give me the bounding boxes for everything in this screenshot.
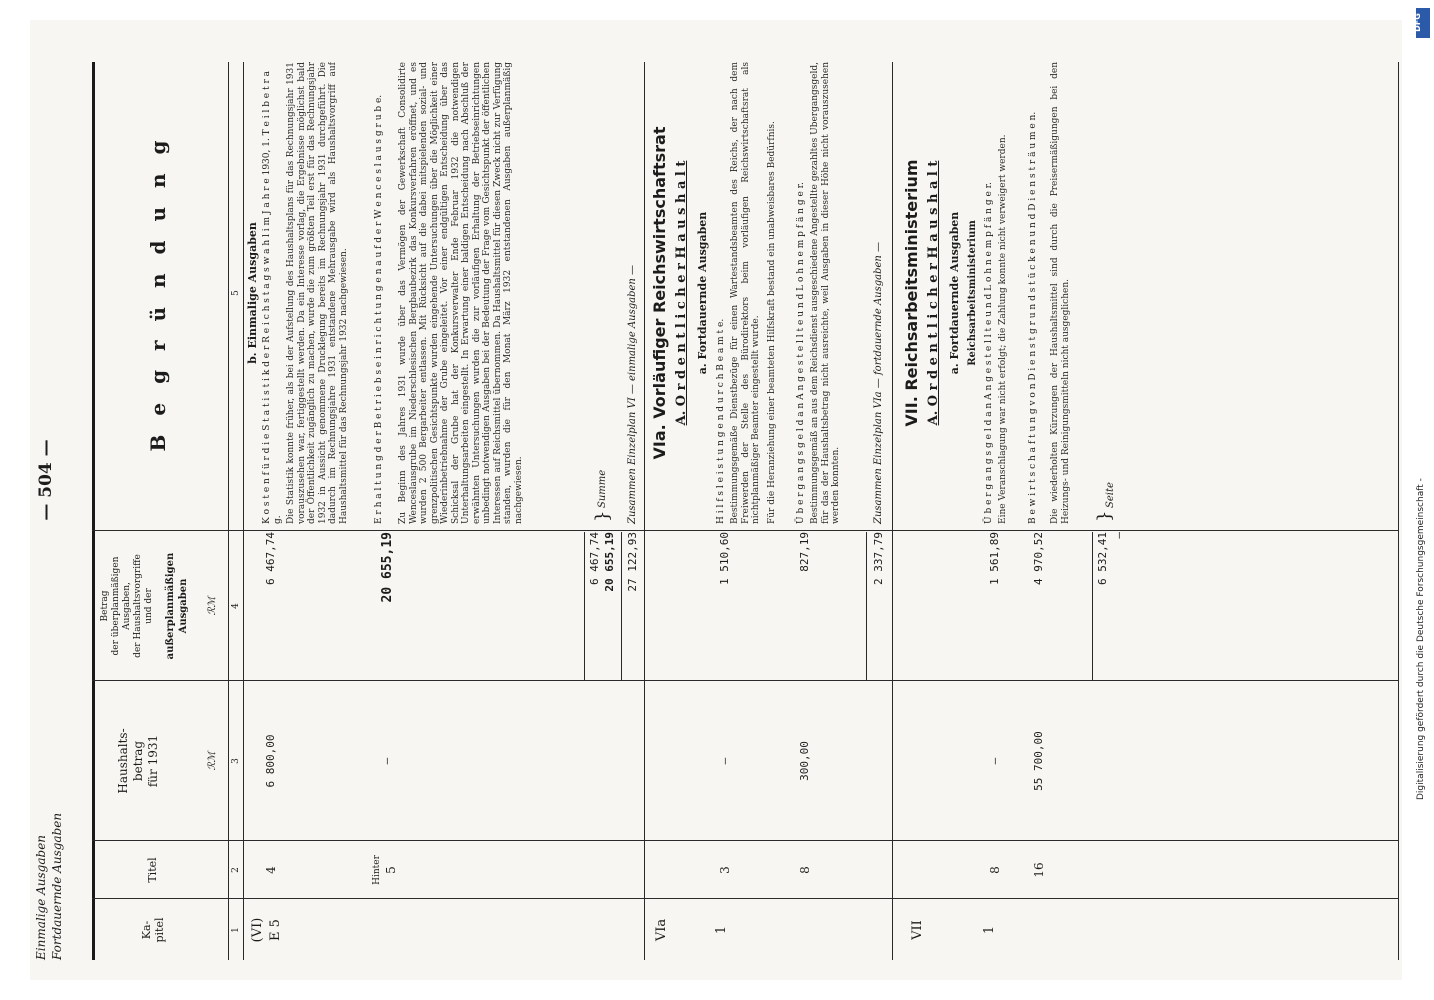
vii-t16-title: B e w i r t s c h a f t u n g v o n D i e n s t g r u n d s t ü c k e n u n d D i e n s t r ä u m e n.: [1028, 111, 1038, 524]
vii-t8-text: Eine Veranschlagung war nicht erfolgt; die Zahlung konnte nicht verweigert werden.: [998, 134, 1008, 524]
vii-t16-haushalt: 55 700,00: [1032, 731, 1045, 791]
via-title: VIa. Vorläufiger Reichswirtschaftsrat: [650, 126, 669, 460]
col-header-begruendung: B e g r ü n d u n g: [146, 134, 170, 452]
vii-title: VII. Reichsarbeitsministerium: [902, 159, 921, 427]
vii-t16-text: Die wiederholten Kürzungen der Haushaltsmittel sind durch die Preisermäßigungen bei den Heizungs- und Reinigungsmitteln nicht ausgeglichen.: [1050, 62, 1071, 524]
vii-t8-titel: 8: [988, 866, 1002, 874]
dfg-logo: DFG: [1416, 8, 1430, 38]
total-vi-label: Zusammen Einzelplan VI — einmalige Ausgaben —: [627, 264, 638, 524]
header-einmalige: Einmalige Ausgaben: [34, 834, 48, 960]
via-kapitel-1: 1: [714, 925, 729, 935]
via-t3-betrag: 1 510,60: [718, 532, 731, 585]
col-divider-4: [92, 530, 1398, 531]
vii-ministerium: Reichsarbeitsministerium: [967, 220, 978, 366]
via-t8-betrag: 827,19: [798, 532, 811, 572]
total-via-label: Zusammen Einzelplan VIa — fortdauernde Ausgaben —: [873, 241, 884, 524]
col-header-haushalt-unit: ℛℳ: [207, 751, 218, 771]
row1-haushalt: 6 800,00: [264, 734, 277, 788]
row2-title: E r h a l t u n g d e r B e t r i e b s e i n r i c h t u n g e n a u f d e r W e n c e s l a u s g r u b e.: [374, 94, 384, 524]
row1-kapitel-vi: (VI): [250, 917, 265, 943]
col-header-betrag: Betrag der überplanmäßigen Ausgaben, der Haushaltsvorgriffe und der: [100, 554, 154, 658]
vii-subtitle: A. O r d e n t l i c h e r H a u s h a l t: [926, 160, 941, 426]
row1-heading: b. Einmalige Ausgaben: [246, 222, 259, 364]
vii-kapitel: VII: [910, 920, 925, 940]
table-bottom-rule: [1398, 62, 1399, 960]
total-via-value: 2 337,79: [872, 532, 885, 585]
via-subtitle: A. O r d e n t l i c h e r H a u s h a l t: [674, 160, 689, 426]
via-t3-titel: 3: [718, 866, 732, 874]
header-fortdauernde: Fortdauernde Ausgaben: [50, 812, 64, 960]
total-vi-value: 27 122,93: [626, 532, 639, 592]
via-t3-haushalt: —: [718, 757, 731, 765]
row2-titel-5: 5: [384, 866, 398, 874]
via-t8-haushalt: 300,00: [798, 741, 811, 781]
page-number: — 504 —: [36, 439, 56, 521]
summe-rule-top: [584, 532, 585, 680]
col-num-1: 1: [231, 927, 241, 933]
rotated-page-content: [30, 20, 1402, 980]
row2-text: Zu Beginn des Jahres 1931 wurde über das Vermögen der Gewerkschaft Consolidirte Wenceslausgrube im Niederschlesischen Bergbaubezirk das Konkursverfahren eröffnet, und es wurden 2 500 Bergarbeiter entlassen. Mit Rücksicht auf die dabei mitspielenden sozial- und grenzpolitischen Gesichtspunkte wurden eingehende Untersuchungen über die Möglichkeit einer Wiederinbetriebnahme der Grube eingeleitet. Vor einer endgültigen Entscheidung über das Schicksal der Grube hat der Konkursverwalter Ende Februar 1932 die notwendigen Unterhaltungsarbeiten eingestellt. In Erwartung einer baldigen Entscheidung nach Abschluß der erwähnten Untersuchungen wurden die zur vorläufigen Erhaltung der Betriebseinrichtungen unbedingt notwendigen Ausgaben bei der Bedeutung der Frage vom Gesichtspunkt der öffentlichen Interessen auf Reichsmittel übernommen. Da Haushaltsmittel für diesen Zweck nicht zur Verfügung standen, wurden die für den Monat März 1932 entstandenen Ausgaben außerplanmäßig nachgewiesen.: [398, 62, 524, 524]
scanned-page: [30, 20, 1402, 980]
colnum-rule-top: [228, 62, 229, 960]
col-num-5: 5: [231, 290, 241, 296]
summe-rule-bottom: [621, 532, 622, 680]
col-header-kapitel: Ka- pitel: [140, 917, 166, 943]
table-top-rule: [92, 62, 95, 960]
section-rule-via: [644, 62, 645, 960]
row1-titel: 4: [264, 866, 278, 874]
via-t8-text: Bestimmungsgemäß an aus dem Reichsdienst ausgeschiedene Angestellte gezahltes Übergangsgeld, für das der Haushaltsbetrag nicht ausreichte, weil Ausgaben in dieser Höhe nicht vorauszusehen werden konnten.: [810, 62, 841, 524]
via-kapitel: VIa: [654, 918, 669, 942]
vii-t8-title: Ü b e r g a n g s g e l d a n A n g e s t e l l t e u n d L o h n e m p f ä n g e r.: [984, 182, 994, 524]
summe-value-b: 20 655,19: [603, 532, 616, 592]
via-t8-titel: 8: [798, 866, 812, 874]
row2-betrag: 20 655,19: [380, 532, 395, 603]
digitization-note: Digitalisierung gefördert durch die Deutsche Forschungsgemeinschaft -: [1416, 478, 1426, 800]
section-rule-vii: [892, 62, 893, 960]
col-divider-2: [92, 840, 1398, 841]
digitization-strip: [1410, 0, 1432, 1000]
row1-text: Die Statistik konnte früher, als bei der Aufstellung des Haushaltsplans für das Rechnungsjahr 1931 vorauszusehen war, fertiggestellt werden. Da ein Interesse vorlag, die Ergebnisse möglichst bald der Öffentlichkeit zugänglich zu machen, wurde die zum größten Teil erst für das Rechnungsjahr 1932 in Aussicht genommene Drucklegung bereits im Rechnungsjahr 1931 durchgeführt. Die dadurch im Rechnungsjahre 1931 entstandene Mehrausgabe wird als Haushaltsvorgriff auf Haushaltsmittel für das Rechnungsjahr 1932 nachgewiesen.: [286, 62, 349, 524]
summe-brace: }: [592, 510, 613, 522]
total-via-rule: [866, 532, 867, 680]
row2-haushalt: —: [380, 757, 393, 765]
col-header-betrag-unit: ℛℳ: [207, 596, 218, 616]
row2-titel-hinter: Hinter: [372, 855, 382, 885]
col-num-3: 3: [231, 758, 241, 764]
col-header-haushalt: Haushalts- betrag für 1931: [116, 728, 160, 794]
vii-t16-titel: 16: [1032, 862, 1046, 878]
seite-label: Seite: [1105, 482, 1116, 508]
vii-fortdauernde: a. Fortdauernde Ausgaben: [948, 211, 961, 375]
vii-t16-betrag: 4 970,52: [1032, 532, 1045, 585]
row1-betrag: 6 467,74: [264, 532, 277, 585]
seite-sum: 6 532,41: [1096, 532, 1109, 585]
colnum-rule-bottom: [243, 62, 244, 960]
seite-dash: —: [1112, 532, 1125, 539]
seite-brace: }: [1094, 510, 1115, 522]
vii-t8-haushalt: —: [988, 757, 1001, 765]
seite-rule: [1092, 532, 1093, 680]
via-t3-text2: Für die Heranziehung einer beamteten Hilfskraft bestand ein unabweisbares Bedürfnis.: [767, 121, 777, 524]
col-divider-1: [92, 898, 1398, 899]
vii-kapitel-1: 1: [982, 925, 997, 935]
col-num-2: 2: [231, 867, 241, 873]
via-t3-text: Bestimmungsgemäße Dienstbezüge für einen Wartestandsbeamten des Reichs, der nach dem Freiwerden der Stelle des Bürodirektors beim vorläufigen Reichswirtschaftsrat als nichtplanmäßiger Beamter eingestellt wurde.: [730, 62, 761, 524]
col-divider-3: [92, 680, 1398, 681]
via-fortdauernde: a. Fortdauernde Ausgaben: [696, 211, 709, 375]
summe-value-a: 6 467,74: [588, 532, 601, 585]
summe-label: Summe: [597, 469, 608, 508]
via-t3-title: H i l f s l e i s t u n g e n d u r c h B e a m t e.: [716, 318, 726, 524]
vii-t8-betrag: 1 561,89: [988, 532, 1001, 585]
via-t8-title: Ü b e r g a n g s g e l d a n A n g e s t e l l t e u n d L o h n e m p f ä n g e r.: [796, 182, 806, 524]
col-header-betrag-bold: außerplanmäßigen Ausgaben: [165, 552, 189, 660]
col-num-4: 4: [231, 603, 241, 609]
col-header-titel: Titel: [146, 857, 159, 883]
row1-title: K o s t e n f ü r d i e S t a t i s t i k d e r R e i c h s t a g s w a h l i m J a h r e 1930, 1. T e i l b e t r a g.: [262, 70, 283, 524]
row1-kapitel-e5: E 5: [268, 919, 283, 941]
